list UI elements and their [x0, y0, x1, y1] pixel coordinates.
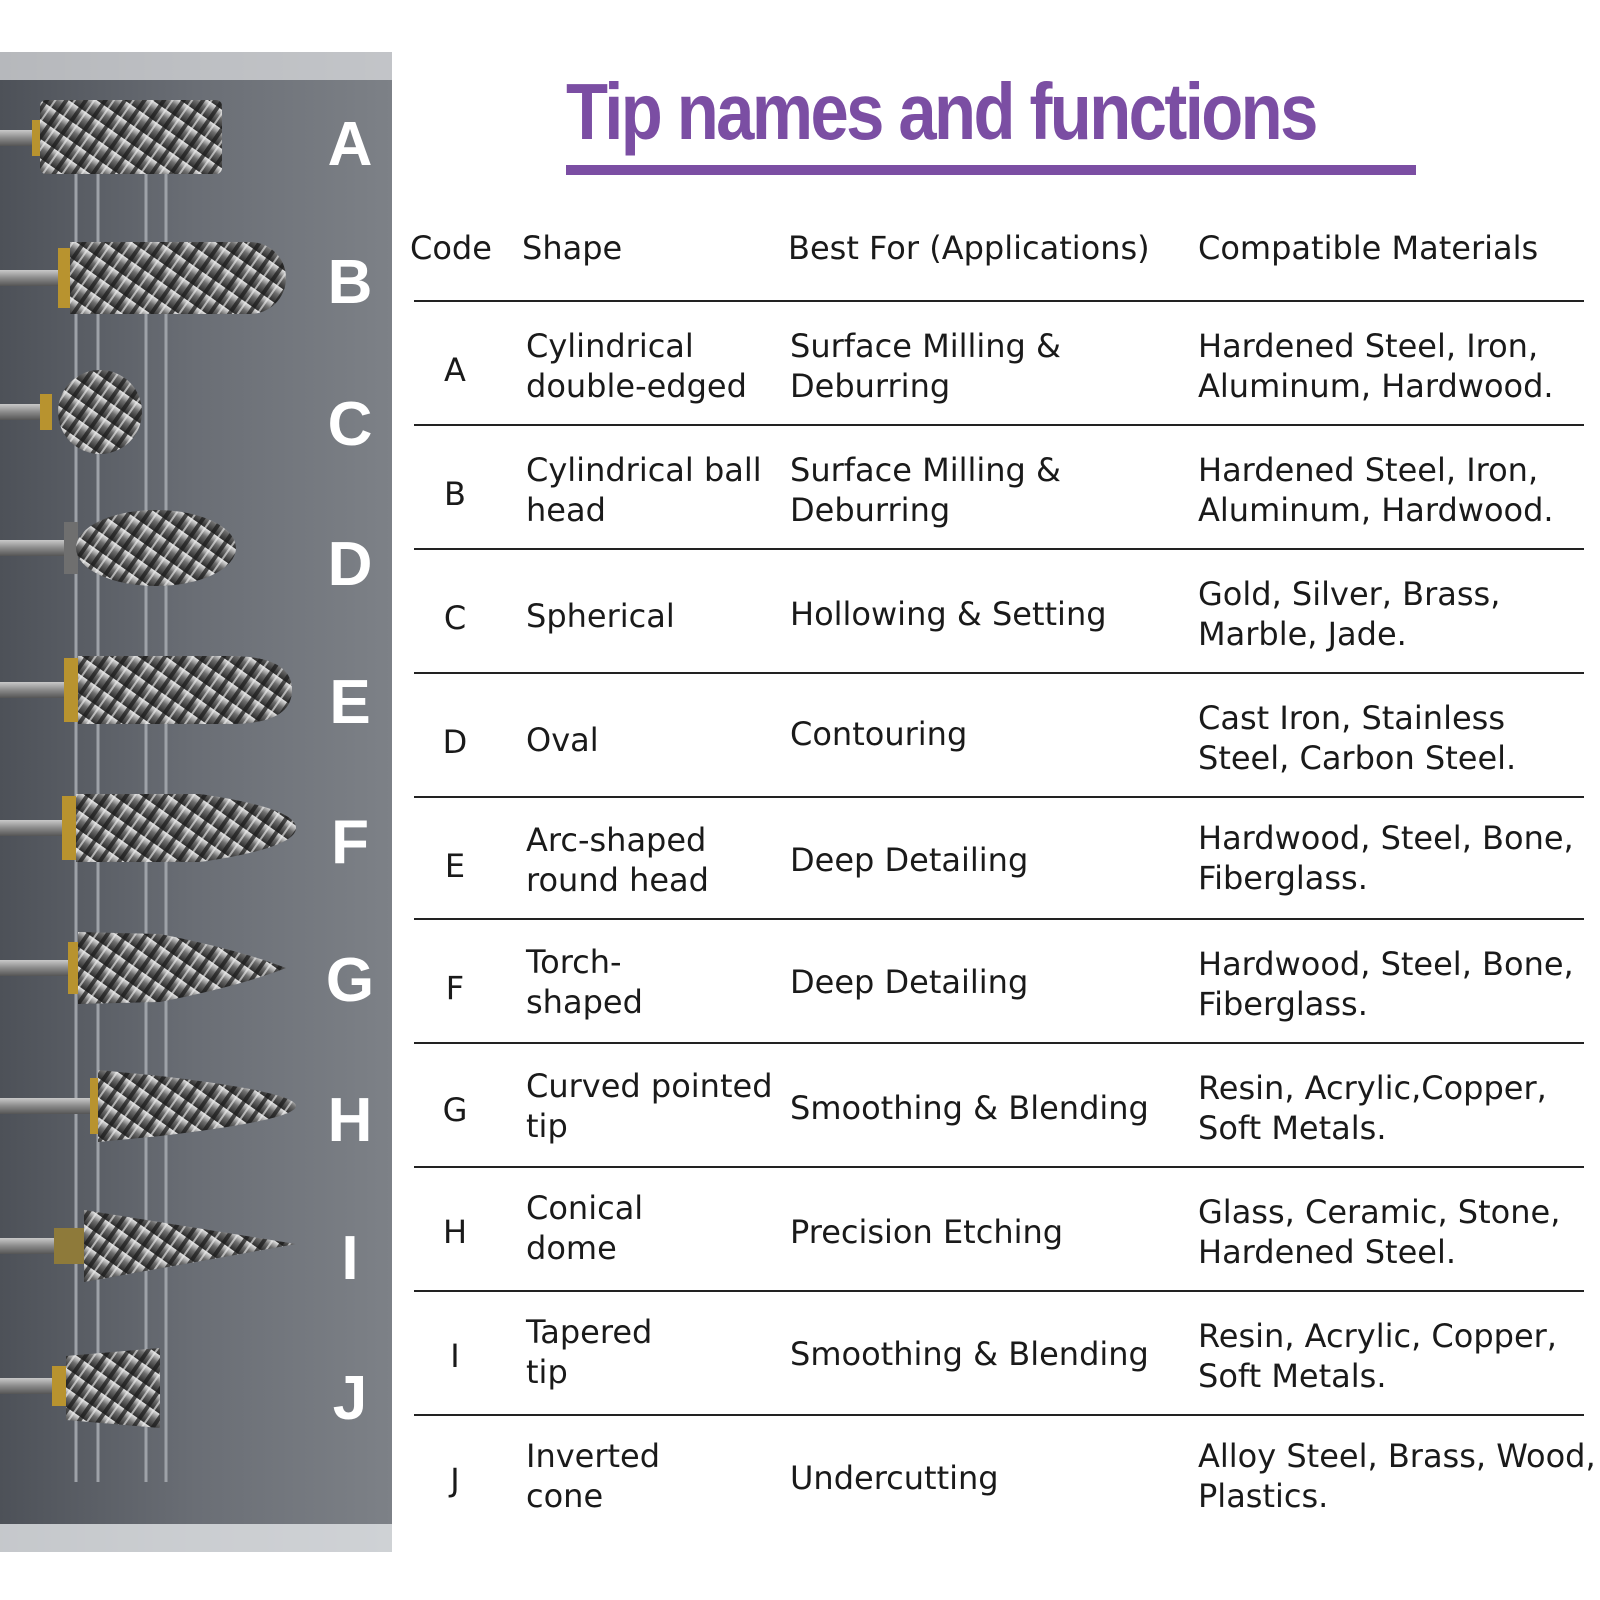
row-materials: Hardwood, Steel, Bone, Fiberglass.: [1198, 945, 1574, 1023]
header-best-for: Best For (Applications): [788, 229, 1150, 267]
row-materials: Hardened Steel, Iron, Aluminum, Hardwood.: [1198, 451, 1554, 529]
table-divider: [414, 548, 1584, 550]
row-code: I: [450, 1337, 460, 1375]
row-code: F: [445, 969, 465, 1007]
row-code: C: [443, 599, 467, 637]
row-shape: Spherical: [526, 597, 675, 635]
burr-set-photo: [0, 52, 392, 1552]
title-underline: [566, 165, 1416, 175]
row-materials: Resin, Acrylic, Copper, Soft Metals.: [1198, 1317, 1557, 1395]
tip-letter: B: [327, 248, 373, 317]
table-divider: [414, 1166, 1584, 1168]
row-shape: Oval: [526, 721, 599, 759]
tip-letter: E: [329, 668, 371, 737]
table-divider: [414, 424, 1584, 426]
row-code: G: [442, 1091, 468, 1129]
row-best-for: Contouring: [790, 715, 968, 753]
row-materials: Hardened Steel, Iron, Aluminum, Hardwood.: [1198, 327, 1554, 405]
row-code: H: [442, 1213, 468, 1251]
row-code: D: [442, 723, 468, 761]
page-title: Tip names and functions: [566, 67, 1316, 156]
row-best-for: Smoothing & Blending: [790, 1089, 1149, 1127]
row-best-for: Deep Detailing: [790, 841, 1029, 879]
row-best-for: Surface Milling & Deburring: [790, 327, 1061, 405]
row-code: B: [444, 475, 466, 513]
row-materials: Alloy Steel, Brass, Wood, Plastics.: [1198, 1437, 1596, 1515]
row-best-for: Surface Milling & Deburring: [790, 451, 1061, 529]
tip-letter: F: [331, 808, 369, 877]
table-divider: [414, 1290, 1584, 1292]
row-shape: Inverted cone: [526, 1437, 661, 1515]
row-best-for: Precision Etching: [790, 1213, 1064, 1251]
tip-letter: G: [325, 946, 375, 1015]
row-shape: Arc-shaped round head: [526, 821, 709, 899]
header-materials: Compatible Materials: [1198, 229, 1539, 267]
row-shape: Tapered tip: [526, 1313, 653, 1391]
header-shape: Shape: [522, 229, 623, 267]
row-shape: Cylindrical double-edged: [526, 327, 747, 405]
row-materials: Hardwood, Steel, Bone, Fiberglass.: [1198, 819, 1574, 897]
row-best-for: Smoothing & Blending: [790, 1335, 1149, 1373]
table-divider: [414, 1042, 1584, 1044]
row-shape: Conical dome: [526, 1189, 644, 1267]
header-code: Code: [410, 229, 492, 267]
table-divider: [414, 300, 1584, 302]
row-materials: Resin, Acrylic,Copper, Soft Metals.: [1198, 1069, 1547, 1147]
row-best-for: Deep Detailing: [790, 963, 1029, 1001]
tip-letter: D: [327, 530, 373, 599]
tip-letter: I: [341, 1224, 359, 1293]
row-code: E: [444, 847, 466, 885]
row-materials: Gold, Silver, Brass, Marble, Jade.: [1198, 575, 1501, 653]
tip-letter: A: [327, 110, 373, 179]
row-code: A: [444, 351, 466, 389]
table-divider: [414, 796, 1584, 798]
row-best-for: Hollowing & Setting: [790, 595, 1107, 633]
row-code: J: [450, 1461, 460, 1499]
tip-letter: C: [327, 390, 373, 459]
row-shape: Cylindrical ball head: [526, 451, 762, 529]
row-best-for: Undercutting: [790, 1459, 999, 1497]
row-materials: Cast Iron, Stainless Steel, Carbon Steel.: [1198, 699, 1517, 777]
tip-letter: H: [327, 1086, 373, 1155]
table-divider: [414, 1414, 1584, 1416]
tip-letter: J: [332, 1364, 368, 1433]
row-materials: Glass, Ceramic, Stone, Hardened Steel.: [1198, 1193, 1561, 1271]
row-shape: Curved pointed tip: [526, 1067, 773, 1145]
table-divider: [414, 918, 1584, 920]
row-shape: Torch-shaped: [526, 943, 643, 1021]
table-divider: [414, 672, 1584, 674]
